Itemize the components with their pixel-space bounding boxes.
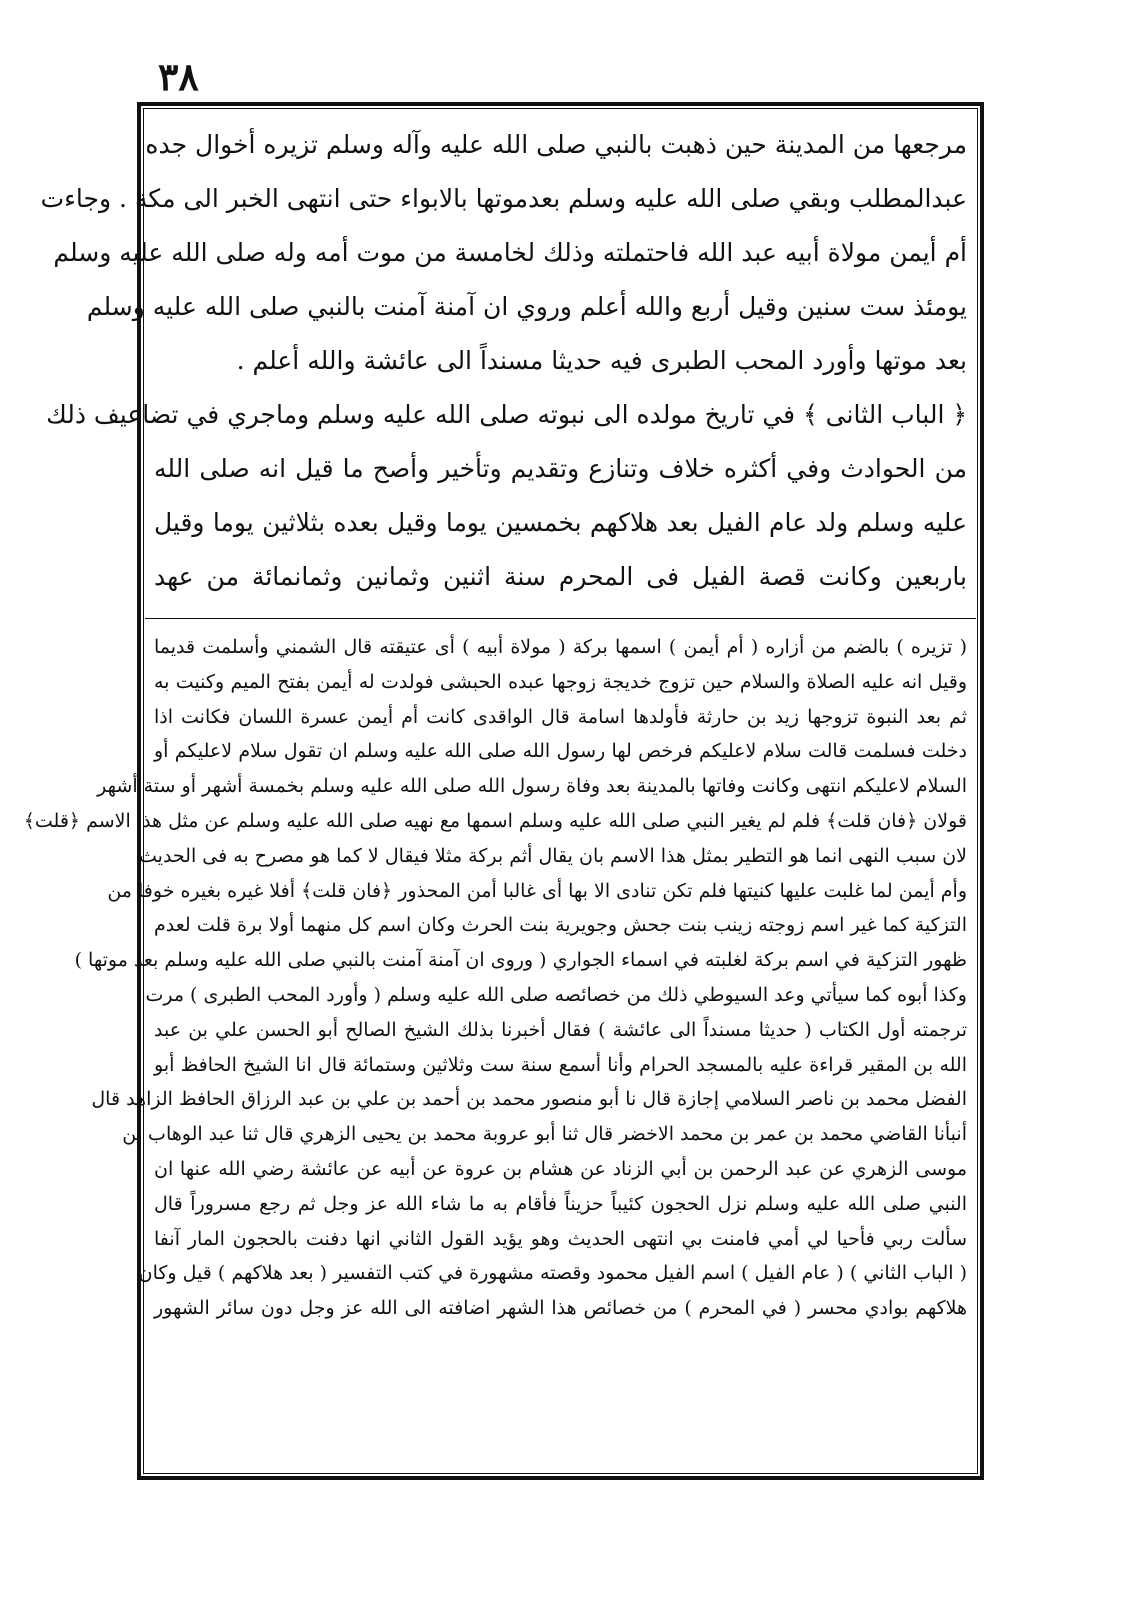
footnote-line: السلام لاعليكم انتهى وكانت وفاتها بالمدينة بعد وفاة رسول الله صلى الله عليه وسلم بخمسة أشهر أو ستة أشهر [97, 775, 967, 798]
footnote-line: النبي صلى الله عليه وسلم نزل الحجون كئيباً حزيناً فأقام به ما شاء الله عز وجل ثم رجع مسروراً قال [154, 1192, 967, 1215]
footnote-line: ترجمته أول الكتاب ( حديثا مسنداً الى عائشة ) فقال أخبرنا بذلك الشيخ الصالح أبو الحسن علي بن عبد [154, 1018, 967, 1041]
footnote-line: قولان ﴿فان قلت﴾ فلم لم يغير النبي صلى الله عليه وسلم اسمها مع نهيه صلى الله عليه وسلم عن مثل هذا الاسم ﴿قلت﴾ [23, 809, 967, 832]
main-text-line: مرجعها من المدينة حين ذهبت بالنبي صلى الله عليه وآله وسلم تزيره أخوال جده [145, 130, 967, 159]
main-text-line: بعد موتها وأورد المحب الطبرى فيه حديثا مسنداً الى عائشة والله أعلم . [236, 346, 967, 375]
main-text-line: باربعين وكانت قصة الفيل فى المحرم سنة اثنين وثمانين وثمانمائة من عهد [154, 562, 967, 591]
main-text-block [40, 118, 967, 604]
footnote-line: سألت ربي فأحيا لي أمي فامنت بي انتهى الحديث وهو يؤيد القول الثاني انها دفنت بالحجون المار آنفا [154, 1227, 967, 1250]
main-text-line: يومئذ ست سنين وقيل أربع والله أعلم وروي ان آمنة آمنت بالنبي صلى الله عليه وسلم [86, 292, 967, 321]
footnote-line: الفضل محمد بن ناصر السلامي إجازة قال نا أبو منصور محمد بن أحمد بن علي بن عبد الرزاق الحافظ الزاهد قال [91, 1088, 967, 1111]
chapter-heading-line: ﴿ الباب الثانى ﴾ في تاريخ مولده الى نبوته صلى الله عليه وسلم وماجري في تضاعيف ذلك [46, 400, 967, 429]
footnote-line: هلاكهم بوادي محسر ( في المحرم ) من خصائص هذا الشهر اضافته الى الله عز وجل دون سائر الشهور [154, 1297, 967, 1320]
footnote-line: دخلت فسلمت قالت سلام لاعليكم فرخص لها رسول الله صلى الله عليه وسلم ان تقول سلام لاعليكم أو [154, 740, 967, 763]
footnote-line: وكذا أبوه كما سيأتي وعد السيوطي ذلك من خصائصه صلى الله عليه وسلم ( وأورد المحب الطبرى ) مرت [145, 983, 967, 1006]
footnote-line: ثم بعد النبوة تزوجها زيد بن حارثة فأولدها اسامة قال الواقدى كانت أم أيمن عسرة اللسان فكانت اذا [154, 705, 967, 728]
footnote-line: ظهور التزكية في اسم بركة لغلبته في اسماء الجواري ( وروى ان آمنة آمنت بالنبي صلى الله عليه وسلم بعد موتها ) [74, 949, 967, 972]
footnote-line: موسى الزهري عن عبد الرحمن بن أبي الزناد عن هشام بن عروة عن أبيه عن عائشة رضي الله عنها ان [154, 1157, 967, 1180]
footnote-line: وأم أيمن لما غلبت عليها كنيتها فلم تكن تنادى الا بها أى غالبا أمن المحذور ﴿فان قلت﴾ أفلا غيره بغيره خوفا من [107, 879, 967, 902]
main-text-line: عبدالمطلب وبقي صلى الله عليه وسلم بعدموتها بالابواء حتى انتهى الخبر الى مكة . وجاءت [40, 184, 967, 213]
footnote-line: التزكية كما غير اسم زوجته زينب بنت جحش وجويرية بنت الحرث وكان اسم كل منهما أولا برة قلت لعدم [154, 914, 967, 937]
footnote-divider [145, 618, 976, 619]
footnotes-block [23, 630, 967, 1466]
footnote-line: أنبأنا القاضي محمد بن عمر بن محمد الاخضر قال ثنا أبو عروبة محمد بن يحيى الزهري قال ثنا عبد الوهاب بن [122, 1123, 967, 1146]
main-text-line: أم أيمن مولاة أبيه عبد الله فاحتملته وذلك لخامسة من موت أمه وله صلى الله عليه وسلم [53, 238, 967, 267]
footnote-line: ( الباب الثاني ) ( عام الفيل ) اسم الفيل محمود وقصته مشهورة في كتب التفسير ( بعد هلاكهم ) قيل وكان [138, 1262, 967, 1285]
footnote-line: لان سبب النهى انما هو التطير بمثل هذا الاسم بان يقال أثم بركة مثلا فيقال لا كما هو مصرح به فى الحديث [139, 844, 967, 867]
footnote-line: ( تزيره ) بالضم من أزاره ( أم أيمن ) اسمها بركة ( مولاة أبيه ) أى عتيقته قال الشمني وأسلمت قديما [154, 636, 967, 658]
main-text-line: من الحوادث وفي أكثره خلاف وتنازع وتقديم وتأخير وأصح ما قيل انه صلى الله [154, 454, 967, 483]
footnote-line: الله بن المقير قراءة عليه بالمسجد الحرام وأنا أسمع سنة ست وثلاثين وستمائة قال انا الشيخ الحافظ أبو [154, 1053, 967, 1076]
page-number: ٣٨ [158, 54, 199, 99]
footnote-line: وقيل انه عليه الصلاة والسلام حين تزوج خديجة زوجها عبده الحبشى فولدت له أيمن بفتح الميم وكنيت به [154, 670, 967, 693]
main-text-line: عليه وسلم ولد عام الفيل بعد هلاكهم بخمسين يوما وقيل بعده بثلاثين يوما وقيل [154, 508, 967, 537]
